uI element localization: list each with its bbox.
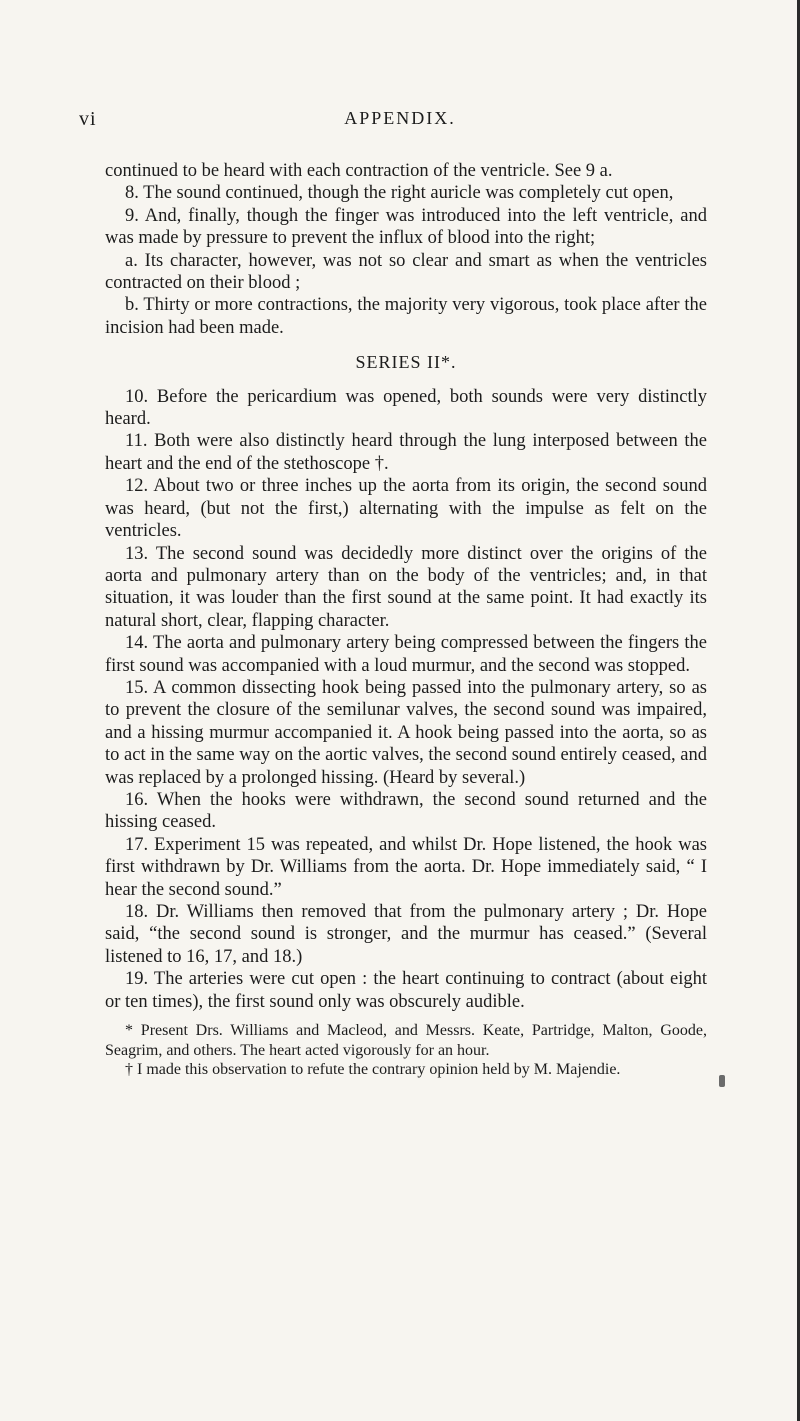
- paragraph-8: 8. The sound continued, though the right auricle was completely cut open,: [125, 183, 674, 204]
- body-text: [105, 160, 707, 1080]
- paragraph-a: a. Its character, however, was not so clear and smart as when the ventricles contracted on their blood ;: [105, 250, 707, 294]
- paragraph-continued: continued to be heard with each contraction of the ventricle. See 9 a.: [105, 161, 613, 181]
- paragraph-b: b. Thirty or more contractions, the majority very vigorous, took place after the incision had been made.: [105, 295, 707, 338]
- footnote-dagger: † I made this observation to refute the contrary opinion held by M. Majendie.: [125, 1061, 621, 1079]
- paragraph-19: 19. The arteries were cut open : the heart continuing to contract (about eight or ten times), the first sound only was obscurely audible.: [105, 969, 707, 1012]
- paragraph-11: 11. Both were also distinctly heard through the lung interposed between the heart and the end of the stethoscope †.: [105, 431, 707, 474]
- paragraph-16: 16. When the hooks were withdrawn, the second sound returned and the hissing ceased.: [105, 789, 707, 833]
- paragraph-14: 14. The aorta and pulmonary artery being compressed between the fingers the first sound was accompanied with a loud murmur, and the second was stopped.: [105, 633, 707, 676]
- paragraph-15: 15. A common dissecting hook being passed into the pulmonary artery, so as to prevent the closure of the semilunar valves, the second sound was impaired, and a hissing murmur accompanied it. A hook being passed into the aorta, so as to act in the same way on the aortic valves, the second sound entirely ceased, and was replaced by a prolonged hissing. (Heard by several.): [105, 677, 707, 788]
- paragraph-12: 12. About two or three inches up the aorta from its origin, the second sound was heard, (but not the first,) alternating with the impulse as felt on the ventricles.: [105, 476, 707, 542]
- footnote-star: * Present Drs. Williams and Macleod, and Messrs. Keate, Partridge, Malton, Goode, Seagrim, and others. The heart acted vigorously for an hour.: [105, 1022, 707, 1059]
- footnotes: [105, 1021, 707, 1080]
- paragraph-18: 18. Dr. Williams then removed that from the pulmonary artery ; Dr. Hope said, “the second sound is stronger, and the murmur has ceased.” (Several listened to 16, 17, and 18.): [105, 902, 707, 967]
- section-heading: SERIES II*.: [355, 352, 457, 373]
- paragraph-10: 10. Before the pericardium was opened, both sounds were very distinctly heard.: [105, 386, 707, 430]
- running-head: APPENDIX.: [344, 108, 456, 128]
- ink-mark: [719, 1075, 725, 1087]
- paragraph-9: 9. And, finally, though the finger was introduced into the left ventricle, and was made by pressure to prevent the influx of blood into the right;: [105, 205, 707, 249]
- paragraph-13: 13. The second sound was decidedly more distinct over the origins of the aorta and pulmonary artery than on the body of the ventricles; and, in that situation, it was louder than the first sound at the same point. It had exactly its natural short, clear, flapping character.: [105, 543, 707, 631]
- page-header: [0, 108, 800, 132]
- page-number: vi: [79, 108, 97, 130]
- paragraph-17: 17. Experiment 15 was repeated, and whilst Dr. Hope listened, the hook was first withdrawn by Dr. Williams from the aorta. Dr. Hope immediately said, “ I hear the second sound.”: [105, 834, 707, 900]
